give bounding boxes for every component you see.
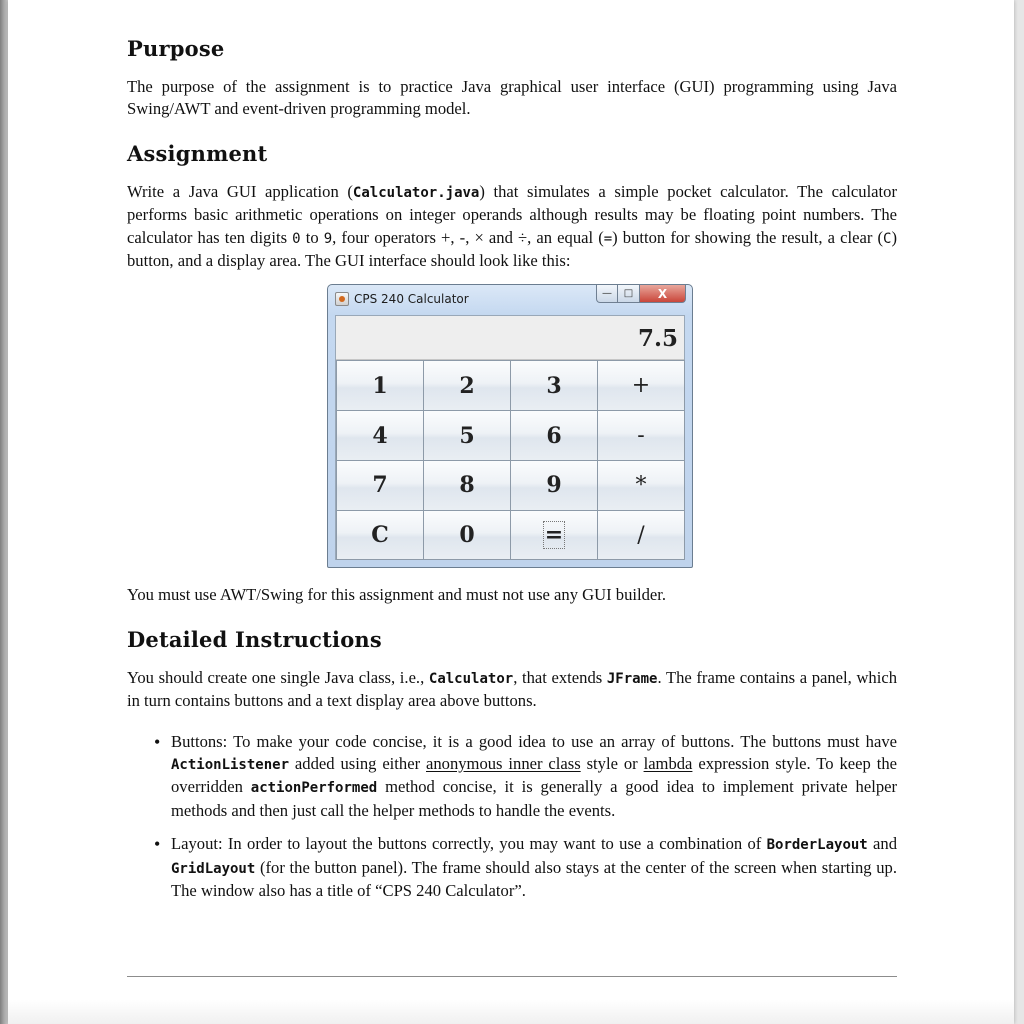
window-controls [596, 285, 686, 303]
assignment-text-4: , four operators +, -, × and ÷, an equal ( [332, 227, 604, 247]
assignment-text-6: ) button, and a display area. The GUI interface should look like this: [127, 227, 897, 271]
key-9[interactable]: 9 [510, 460, 598, 511]
key-2[interactable]: 2 [423, 360, 511, 411]
assignment-heading: Assignment [127, 140, 268, 166]
calculator-panel [335, 315, 685, 560]
key-4[interactable]: 4 [336, 410, 424, 461]
calculator-display: 7.5 [336, 316, 684, 360]
key-clear[interactable]: C [336, 510, 424, 561]
calculator-keypad [336, 360, 684, 559]
minimize-button[interactable]: — [596, 285, 618, 303]
detailed-text-1: You should create one single Java class, i.e., [127, 667, 429, 687]
key-equals[interactable]: = [510, 510, 598, 561]
assignment-text-1: Write a Java GUI application ( [127, 181, 353, 201]
key-8[interactable]: 8 [423, 460, 511, 511]
calculator-window [327, 284, 693, 568]
assignment-text-3: to [300, 227, 324, 247]
list-item-buttons: • Buttons: To make your code concise, it is a good idea to use an array of buttons. The buttons must have ActionListener added using either anonymous inner class style or lambda expression style. To keep the overridden actionPerformed method concise, it is generally a good idea to implement private helper methods and then just call the helper methods to handle the events. [171, 731, 897, 823]
maximize-button[interactable]: □ [618, 285, 640, 303]
term-lambda: lambda [643, 754, 693, 774]
document-content [127, 36, 897, 914]
code-clear: C [883, 230, 892, 247]
key-5[interactable]: 5 [423, 410, 511, 461]
list-item-layout: • Layout: In order to layout the buttons correctly, you may want to use a combination of BorderLayout and GridLayout (for the button panel). The frame should also stays at the center of the screen when starting up. The window also has a title of “CPS 240 Calculator”. [171, 833, 897, 902]
detailed-text-3: . The frame contains a panel, which in turn contains buttons and a text display area above buttons. [127, 667, 897, 711]
java-app-icon [335, 292, 349, 306]
key-minus[interactable]: - [597, 410, 685, 461]
code-nine: 9 [323, 230, 333, 247]
code-calculator: Calculator [428, 670, 514, 687]
viewer-left-edge [0, 0, 8, 1024]
code-gridlayout: GridLayout [171, 860, 256, 877]
assignment-text-2: ) that simulates a simple pocket calculator. The calculator performs basic arithmetic operations on integer operands although results may be floating point numbers. The calculator has ten digits [127, 181, 897, 247]
term-anonymous-inner-class: anonymous inner class [426, 754, 581, 774]
gui-builder-note: You must use AWT/Swing for this assignment and must not use any GUI builder. [127, 585, 667, 605]
page-bottom-edge [8, 1000, 1014, 1024]
key-0[interactable]: 0 [423, 510, 511, 561]
key-multiply[interactable]: * [597, 460, 685, 511]
key-1[interactable]: 1 [336, 360, 424, 411]
assignment-text-5: ) button for showing the result, a clear ( [612, 227, 884, 247]
key-7[interactable]: 7 [336, 460, 424, 511]
assignment-paragraph [127, 181, 897, 273]
calculator-window-title: CPS 240 Calculator [354, 292, 469, 307]
key-divide[interactable]: / [597, 510, 685, 561]
purpose-heading: Purpose [127, 36, 225, 61]
code-borderlayout: BorderLayout [766, 837, 868, 854]
code-actionlistener: ActionListener [171, 757, 290, 774]
purpose-paragraph: The purpose of the assignment is to practice Java graphical user interface (GUI) programming using Java Swing/AWT and event-driven programming model. [127, 77, 897, 119]
detailed-text-2: , that extends [513, 667, 607, 687]
instructions-list [127, 731, 897, 903]
key-6[interactable]: 6 [510, 410, 598, 461]
code-calculator-java: Calculator.java [352, 184, 480, 201]
document-page [8, 0, 1014, 1024]
key-3[interactable]: 3 [510, 360, 598, 411]
code-jframe: JFrame [606, 670, 658, 687]
calculator-figure [127, 282, 897, 572]
detailed-instructions-heading: Detailed Instructions [127, 626, 382, 652]
code-actionperformed: actionPerformed [250, 780, 378, 797]
key-plus[interactable]: + [597, 360, 685, 411]
page-rule [127, 976, 897, 977]
code-zero: 0 [292, 230, 301, 247]
code-equals: = [603, 230, 613, 247]
close-button[interactable]: X [640, 285, 686, 303]
detailed-paragraph [127, 667, 897, 713]
calculator-titlebar[interactable] [328, 285, 692, 313]
